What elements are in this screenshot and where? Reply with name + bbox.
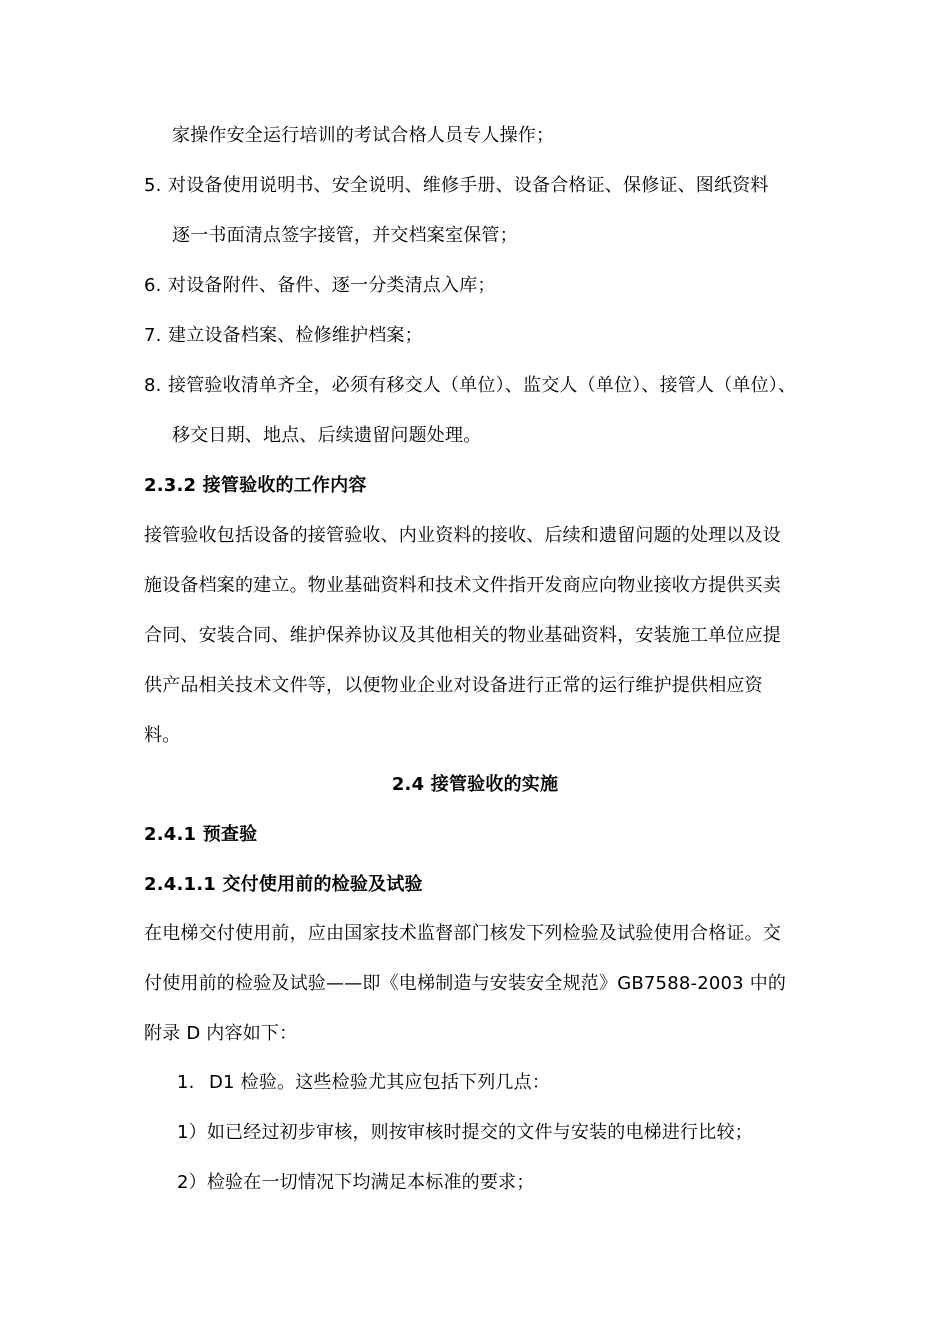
list-number: 5. <box>144 175 162 196</box>
section-heading-2-4: 2.4 接管验收的实施 <box>391 774 559 795</box>
list-item-7 <box>144 324 423 348</box>
sub-list-item: 2）检验在一切情况下均满足本标准的要求； <box>177 1172 535 1193</box>
paragraph-line: 付使用前的检验及试验——即《电梯制造与安装安全规范》GB7588-2003 中的 <box>144 973 787 994</box>
list-item-text: 建立设备档案、检修维护档案； <box>168 325 423 346</box>
section-heading-2-4-1: 2.4.1 预查验 <box>144 824 258 845</box>
list-number: 8. <box>144 375 162 396</box>
list-item-8 <box>144 374 796 398</box>
list-item-text: D1 检验。这些检验尤其应包括下列几点： <box>209 1072 551 1093</box>
list-item-text: 对设备附件、备件、逐一分类清点入库； <box>168 275 496 296</box>
paragraph-line: 在电梯交付使用前，应由国家技术监督部门核发下列检验及试验使用合格证。交 <box>144 923 781 944</box>
section-heading-2-3-2: 2.3.2 接管验收的工作内容 <box>144 475 367 496</box>
section-heading-2-4-1-1: 2.4.1.1 交付使用前的检验及试验 <box>144 874 423 895</box>
list-number: 6. <box>144 275 162 296</box>
list-item-text: 对设备使用说明书、安全说明、维修手册、设备合格证、保修证、图纸资料 <box>168 175 769 196</box>
paragraph-line: 施设备档案的建立。物业基础资料和技术文件指开发商应向物业接收方提供买卖 <box>144 575 781 596</box>
sub-list-item-1 <box>177 1071 550 1095</box>
paragraph-line: 合同、安装合同、维护保养协议及其他相关的物业基础资料，安装施工单位应提 <box>144 625 781 646</box>
list-item-6 <box>144 274 496 298</box>
paragraph-line: 接管验收包括设备的接管验收、内业资料的接收、后续和遗留问题的处理以及设 <box>144 525 781 546</box>
paragraph-line: 附录 D 内容如下： <box>144 1023 298 1044</box>
paragraph-line: 料。 <box>144 725 181 746</box>
list-item-5 <box>144 174 769 198</box>
sub-list-item: 1）如已经过初步审核，则按审核时提交的文件与安装的电梯进行比较； <box>177 1122 753 1143</box>
paragraph-line: 供产品相关技术文件等，以便物业企业对设备进行正常的运行维护提供相应资 <box>144 675 763 696</box>
list-item-continuation: 移交日期、地点、后续遗留问题处理。 <box>172 425 482 446</box>
list-item-text: 接管验收清单齐全，必须有移交人（单位）、监交人（单位）、接管人（单位）、 <box>168 375 797 396</box>
list-item-continuation: 逐一书面清点签字接管，并交档案室保管； <box>172 225 518 246</box>
list-number: 1. <box>177 1072 195 1093</box>
list-number: 7. <box>144 325 162 346</box>
list-item-continuation: 家操作安全运行培训的考试合格人员专人操作； <box>172 125 555 146</box>
